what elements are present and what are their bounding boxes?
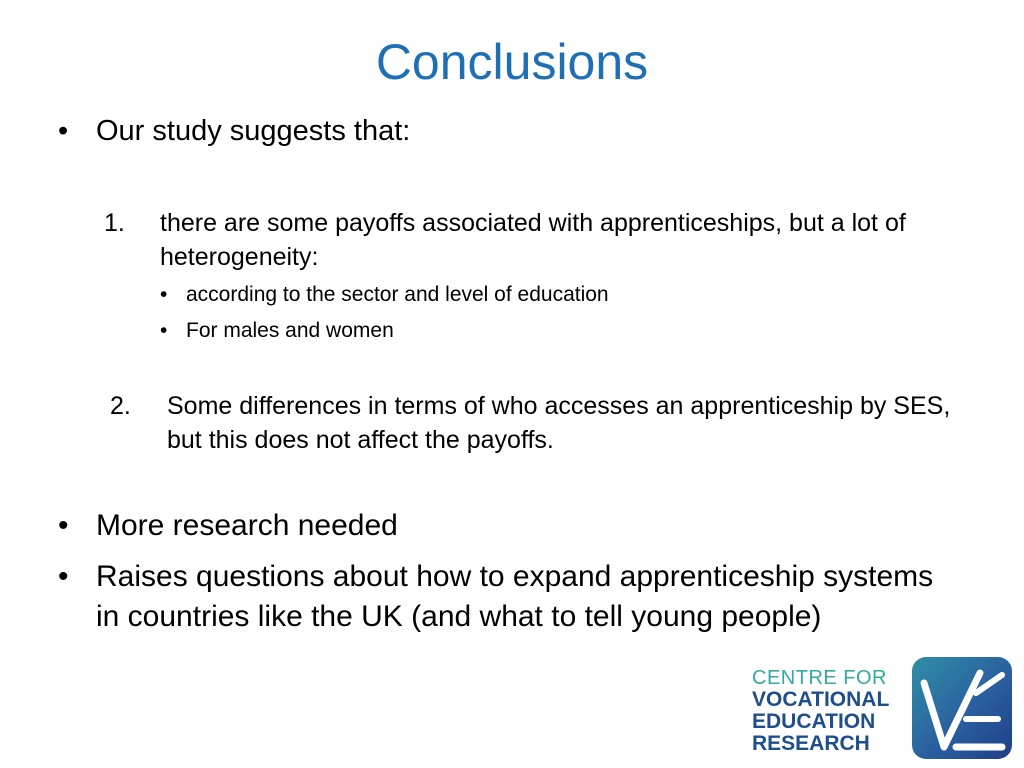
bullet-icon: • bbox=[58, 509, 69, 542]
ve-logo-mark-icon bbox=[910, 655, 1014, 761]
bullet-icon: • bbox=[58, 115, 69, 147]
sub-bullet-1 bbox=[160, 281, 609, 309]
bullet-raises-questions bbox=[58, 557, 958, 637]
logo-line-vocational: VOCATIONAL bbox=[752, 688, 890, 711]
bullet-more-research bbox=[58, 507, 398, 545]
slide-title: Conclusions bbox=[375, 34, 649, 90]
logo-wordmark bbox=[752, 667, 902, 755]
point-number: 1. bbox=[104, 209, 125, 237]
intro-bullet bbox=[58, 112, 410, 150]
numbered-point-2 bbox=[110, 389, 960, 457]
numbered-point-1 bbox=[104, 206, 964, 274]
point-text: Some differences in terms of who accesses an apprenticeship by SES, but this does not affect the payoffs. bbox=[167, 392, 951, 454]
bullet-icon: • bbox=[58, 560, 69, 593]
sub-bullet-text: according to the sector and level of education bbox=[186, 283, 609, 306]
bullet-icon: • bbox=[160, 283, 168, 306]
logo-line-education: EDUCATION bbox=[752, 710, 876, 733]
logo-line-centre-for: CENTRE FOR bbox=[752, 667, 887, 689]
intro-text: Our study suggests that: bbox=[96, 115, 411, 147]
point-text: there are some payoffs associated with apprenticeships, but a lot of heterogeneity: bbox=[160, 209, 906, 271]
sub-bullet-2 bbox=[160, 317, 394, 345]
point-number: 2. bbox=[110, 392, 131, 420]
bullet-icon: • bbox=[160, 319, 168, 342]
logo-line-research: RESEARCH bbox=[752, 732, 870, 755]
cver-logo bbox=[752, 655, 1014, 761]
bullet-text: Raises questions about how to expand apprenticeship systems in countries like the UK (and what to tell young people) bbox=[96, 560, 934, 633]
sub-bullet-text: For males and women bbox=[186, 319, 394, 342]
bullet-text: More research needed bbox=[96, 509, 398, 542]
